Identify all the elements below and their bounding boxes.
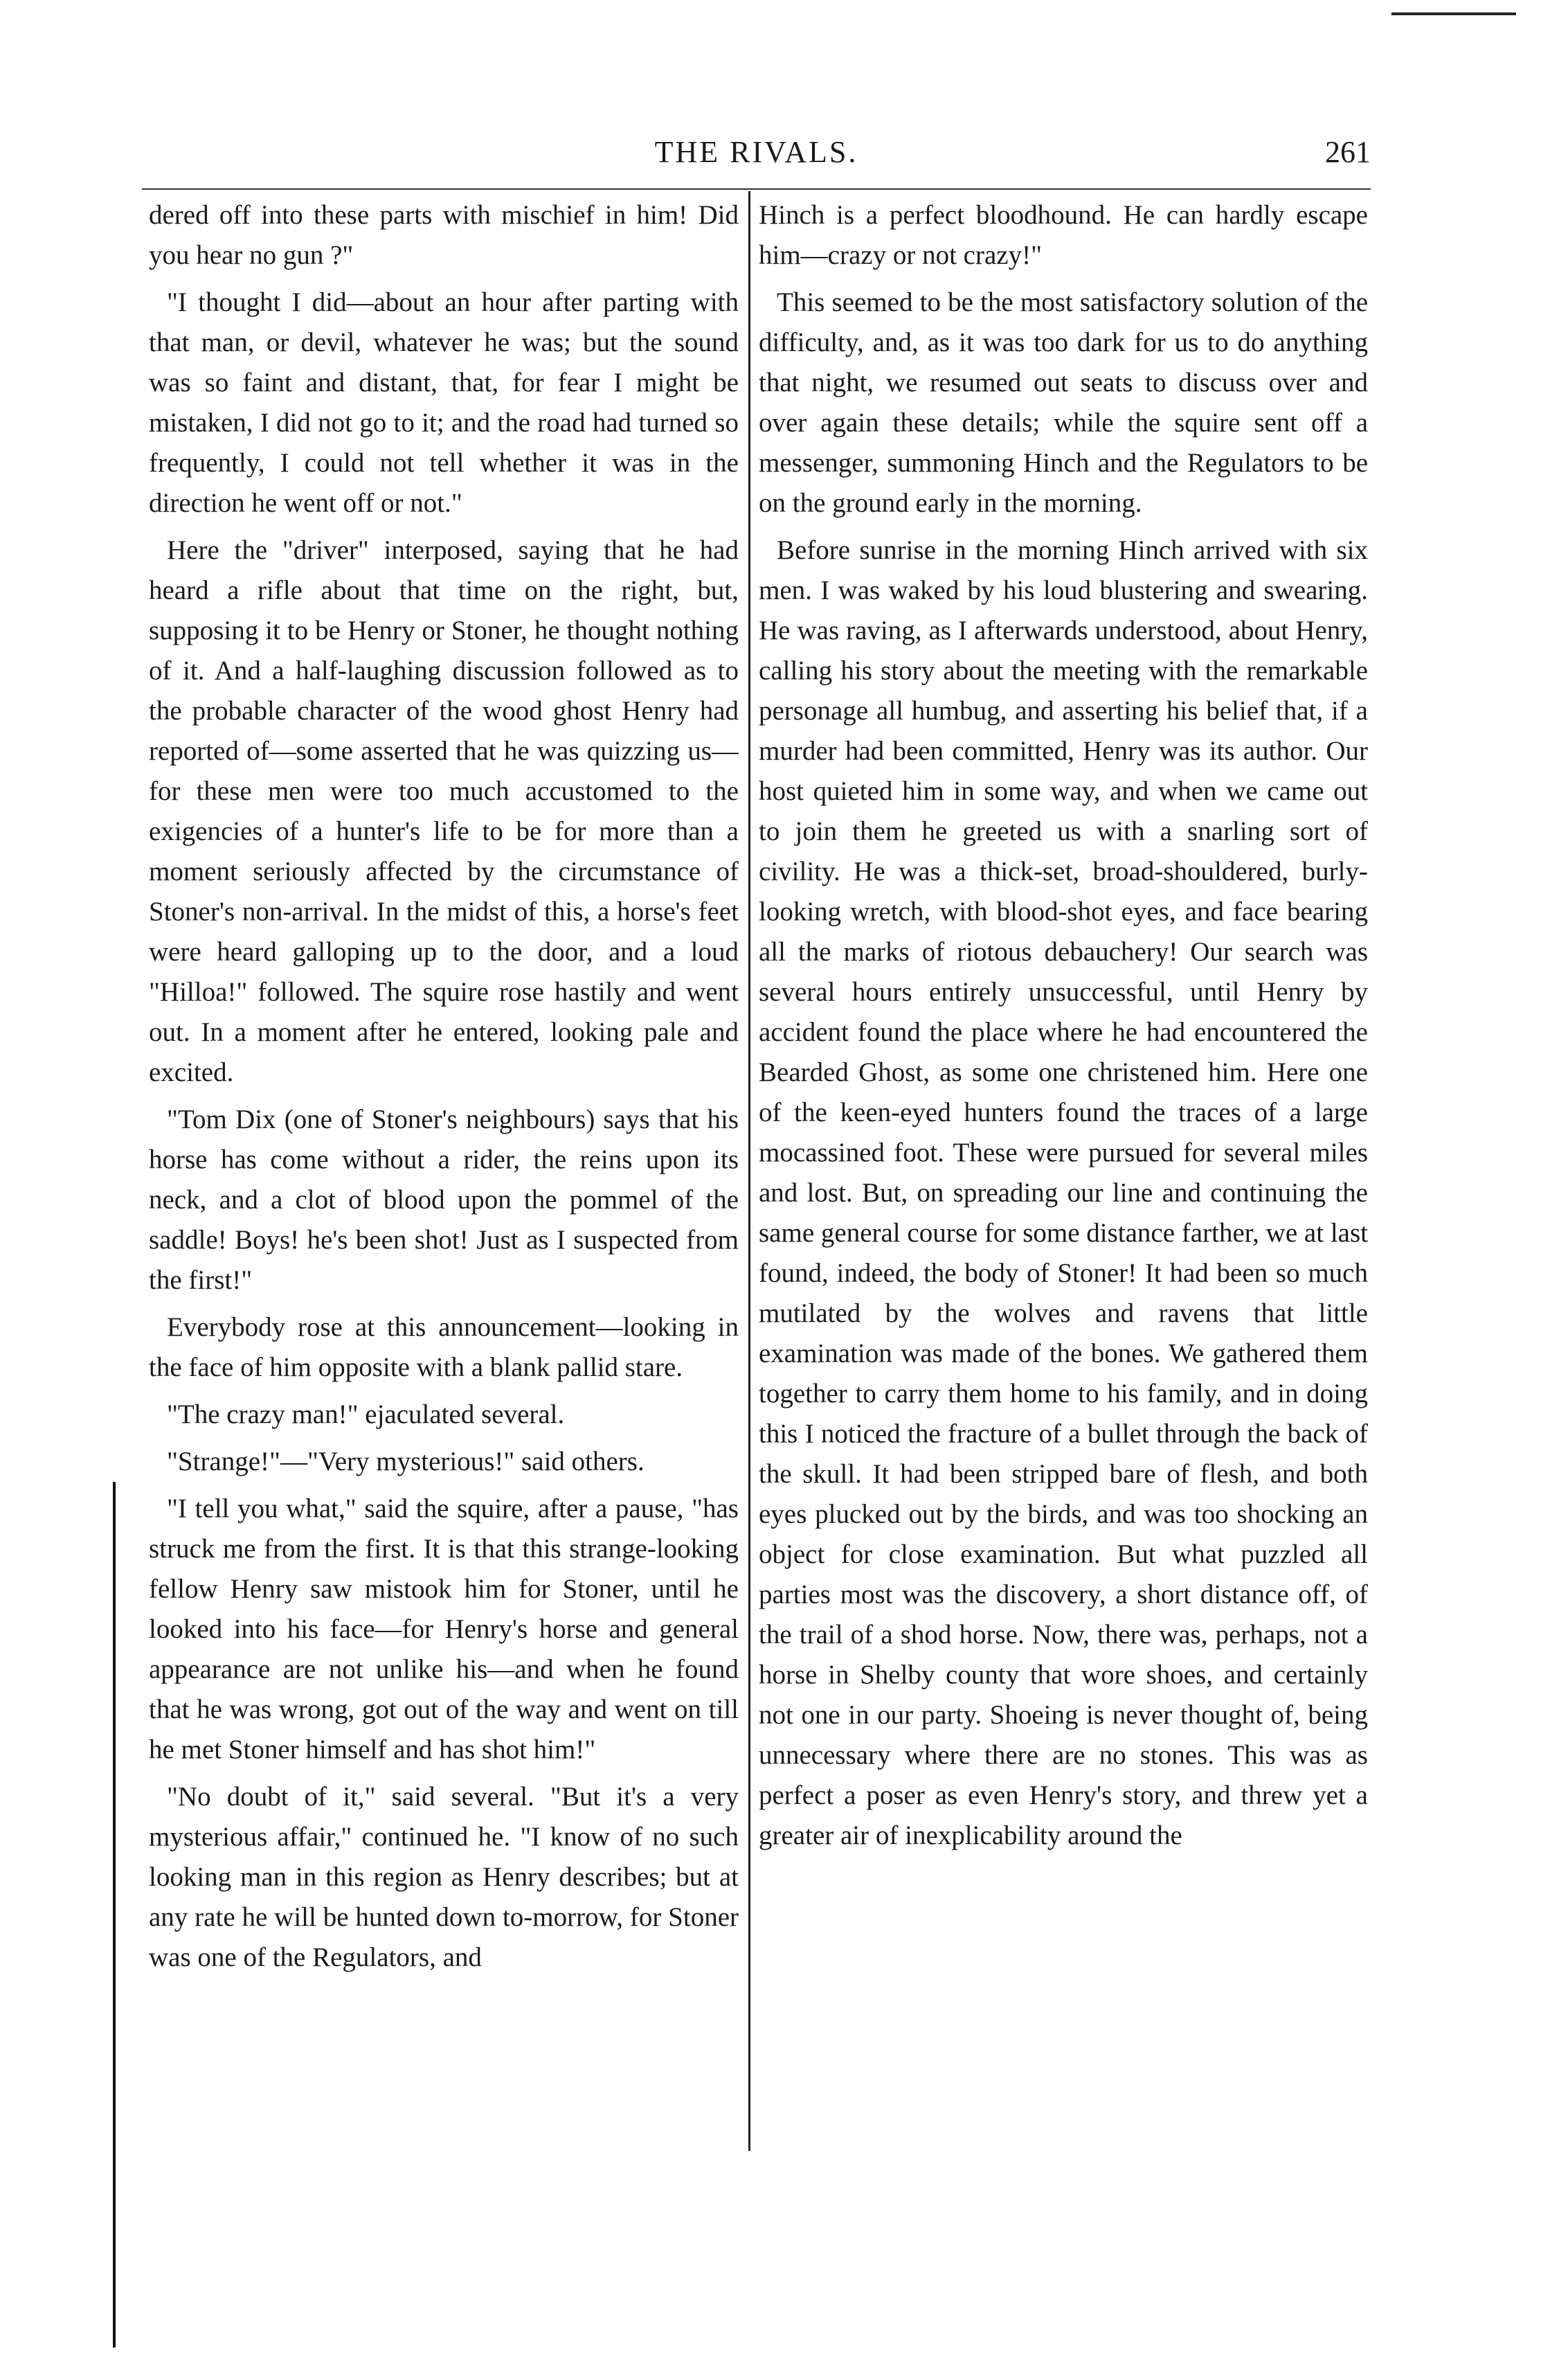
paragraph: "Tom Dix (one of Stoner's neighbours) says that his horse has come without a rider, the reins upon its neck, and a clot of blood upon the pommel of the saddle! Boys! he's been shot! Just as I suspected from the first!" bbox=[149, 1105, 739, 1295]
paragraph: Hinch is a perfect bloodhound. He can hardly escape him—crazy or not crazy!" bbox=[759, 200, 1368, 270]
paragraph: "I thought I did—about an hour after parting with that man, or devil, whatever he was; but the sound was so faint and distant, that, for fear I might be mistaken, I did not go to it; and the road had turned so frequently, I could not tell whether it was in the direction he went off or not." bbox=[149, 287, 739, 518]
paragraph: "The crazy man!" ejaculated several. bbox=[167, 1400, 565, 1429]
page-number: 261 bbox=[1325, 135, 1371, 169]
paragraph: dered off into these parts with mischief in him! Did you hear no gun ?" bbox=[149, 200, 739, 270]
paragraph: "No doubt of it," said several. "But it's a very mysterious affair," continued he. "I know of no such looking man in this region as Henry describes; but at any rate he will be hunted down to-morrow, for Stoner was one of the Regulators, and bbox=[149, 1782, 739, 1972]
paragraph: "I tell you what," said the squire, after a pause, "has struck me from the first. It is that this strange-looking fellow Henry saw mistook him for Stoner, until he looked into his face—for Henry's horse and general appearance are not unlike his—and when he found that he was wrong, got out of the way and went on till he met Stoner himself and has shot him!" bbox=[149, 1494, 739, 1764]
paragraph: "Strange!"—"Very mysterious!" said others. bbox=[167, 1447, 645, 1476]
left-column bbox=[149, 195, 739, 2155]
paragraph: Before sunrise in the morning Hinch arrived with six men. I was waked by his loud blustering and swearing. He was raving, as I afterwards understood, about Henry, calling his story about the meeting with the remarkable personage all humbug, and asserting his belief that, if a murder had been committed, Henry was its author. Our host quieted him in some way, and when we came out to join them he greeted us with a snarling sort of civility. He was a thick-set, broad-shouldered, burly-looking wretch, with blood-shot eyes, and face bearing all the marks of riotous debauchery! Our search was several hours entirely unsuccessful, until Henry by accident found the place where he had encountered the Bearded Ghost, as some one christened him. Here one of the keen-eyed hunters found the traces of a large mocassined foot. These were pursued for several miles and lost. But, on spreading our line and continuing the same general course for some distance farther, we at last found, indeed, the body of Stoner! It had been so much mutilated by the wolves and ravens that little examination was made of the bones. We gathered them together to carry them home to his family, and in doing this I noticed the fracture of a bullet through the back of the skull. It had been stripped bare of flesh, and both eyes plucked out by the birds, and was too shocking an object for close examination. But what puzzled all parties most was the discovery, a short distance off, of the trail of a shod horse. Now, there was, perhaps, not a horse in Shelby county that wore shoes, and certainly not one in our party. Shoeing is never thought of, being unnecessary where there are no stones. This was as perfect a poser as even Henry's story, and threw yet a greater air of inexplicability around the bbox=[759, 535, 1368, 1850]
margin-line bbox=[113, 1482, 116, 2348]
running-header bbox=[142, 127, 1371, 176]
right-column bbox=[759, 195, 1368, 2155]
paragraph: Here the "driver" interposed, saying that he had heard a rifle about that time on the right, but, supposing it to be Henry or Stoner, he thought nothing of it. And a half-laughing discussion followed as to the probable character of the wood ghost Henry had reported of—some asserted that he was quizzing us—for these men were too much accustomed to the exigencies of a hunter's life to be for more than a moment seriously affected by the circumstance of Stoner's non-arrival. In the midst of this, a horse's feet were heard galloping up to the door, and a loud "Hilloa!" followed. The squire rose hastily and went out. In a moment after he entered, looking pale and excited. bbox=[149, 535, 739, 1087]
header-rule bbox=[142, 188, 1371, 190]
running-title: THE RIVALS. bbox=[654, 135, 858, 169]
paragraph: This seemed to be the most satisfactory solution of the difficulty, and, as it was too dark for us to do anything that night, we resumed out seats to discuss over and over again these details; while the squire sent off a messenger, summoning Hinch and the Regulators to be on the ground early in the morning. bbox=[759, 287, 1368, 518]
paragraph: Everybody rose at this announcement—looking in the face of him opposite with a blank pallid stare. bbox=[149, 1312, 739, 1382]
column-divider bbox=[748, 191, 750, 2151]
corner-rule bbox=[1391, 12, 1516, 15]
